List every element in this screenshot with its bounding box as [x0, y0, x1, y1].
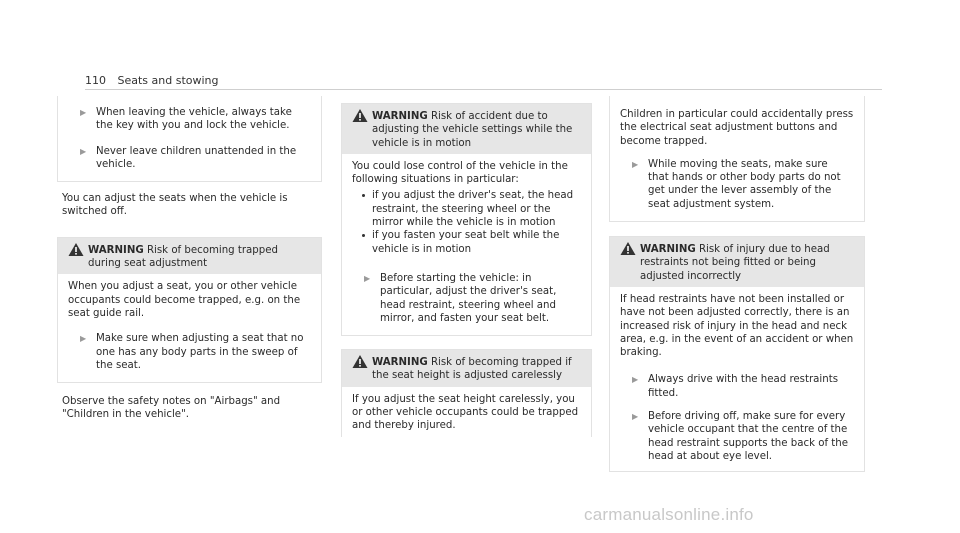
- warning-keyword: WARNING: [372, 357, 428, 369]
- page-header: [85, 74, 219, 87]
- list-item: if you adjust the driver's seat, the head restraint, the steering wheel or the mirror while the vehicle is in motion: [352, 189, 581, 229]
- warning-box: [609, 236, 865, 472]
- header-divider: [85, 89, 882, 90]
- list-item: ▶ Always drive with the head restraints fitted.: [632, 374, 839, 399]
- warning-body: When you adjust a seat, you or other vehicle occupants could become trapped, e.g. on the seat guide rail.: [68, 281, 301, 319]
- column-3: [609, 96, 865, 472]
- list-item: ▶ Before starting the vehicle: in particular, adjust the driver's seat, head restraint, steering wheel and mirror, and fasten your seat belt.: [364, 272, 557, 324]
- warning-body: You could lose control of the vehicle in the following situations in particular: if you adjust the driver's seat, the head restraint, the steering wheel or the mirror while the vehicle is in motion if you fasten your seat belt while the vehicle is in motion: [342, 154, 591, 262]
- warning-header: [610, 237, 864, 287]
- list-item: ▶ Make sure when adjusting a seat that no one has any body parts in the sweep of the seat.: [80, 333, 304, 371]
- warning-box: [341, 103, 592, 336]
- page-number: 110: [85, 74, 106, 87]
- warning-box: [57, 237, 322, 383]
- section-title: Seats and stowing: [117, 74, 219, 87]
- warning-triangle-icon: [620, 241, 636, 256]
- list-item: ▶ While moving the seats, make sure that hands or other body parts do not get under the lever assembly of the seat adjustment system.: [632, 158, 841, 210]
- arrow-icon: ▶: [80, 146, 87, 156]
- list-item: ▶ When leaving the vehicle, always take the key with you and lock the vehicle.: [80, 107, 292, 132]
- column-2: [341, 103, 592, 437]
- warning-keyword: WARNING: [372, 111, 428, 122]
- warning-triangle-icon: [352, 354, 368, 369]
- warning-body: If you adjust the seat height carelessly, you or other vehicle occupants could be trapped and thereby injured.: [352, 393, 579, 432]
- adjust-paragraph: You can adjust the seats when the vehicle is switched off.: [62, 193, 288, 218]
- arrow-icon: ▶: [80, 108, 87, 117]
- warning-triangle-icon: [68, 242, 84, 257]
- warning-keyword: WARNING: [640, 244, 696, 256]
- warning-box: [341, 349, 592, 436]
- continued-box: [57, 96, 322, 182]
- list-item: ▶ Before driving off, make sure for every vehicle occupant that the centre of the head restraint supports the back of the head at about eye level.: [632, 411, 848, 462]
- warning-header: [342, 104, 591, 154]
- warning-title: Risk of becoming trapped during seat adjustment: [88, 244, 278, 270]
- observe-paragraph: Observe the safety notes on "Airbags" and "Children in the vehicle".: [62, 396, 281, 421]
- arrow-icon: ▶: [632, 159, 639, 169]
- list-item: if you fasten your seat belt while the vehicle is in motion: [352, 229, 581, 256]
- warning-title: Risk of becoming trapped if the seat height is adjusted carelessly: [372, 357, 572, 382]
- warning-title: Risk of accident due to adjusting the vehicle settings while the vehicle is in motion: [372, 111, 573, 149]
- arrow-icon: ▶: [632, 375, 639, 385]
- watermark: carmanualsonline.info: [584, 505, 754, 524]
- column-1: [57, 96, 322, 422]
- continued-box: [609, 96, 865, 222]
- list-item: ▶ Never leave children unattended in the vehicle.: [80, 145, 297, 170]
- warning-header: [58, 238, 321, 275]
- arrow-icon: ▶: [632, 412, 639, 422]
- arrow-icon: ▶: [364, 273, 371, 283]
- warning-title: Risk of injury due to head restraints not being fitted or being adjusted incorrectly: [640, 244, 830, 282]
- warning-triangle-icon: [352, 108, 368, 123]
- warning-body: If head restraints have not been installed or have not been adjusted correctly, there is an increased risk of injury in the head and neck area, e.g. in the event of an accident or when braking.: [620, 293, 854, 359]
- warning-keyword: WARNING: [88, 244, 144, 256]
- arrow-icon: ▶: [80, 334, 87, 344]
- warning-header: [342, 350, 591, 387]
- continued-paragraph: Children in particular could accidentally press the electrical seat adjustment buttons and become trapped.: [620, 109, 854, 147]
